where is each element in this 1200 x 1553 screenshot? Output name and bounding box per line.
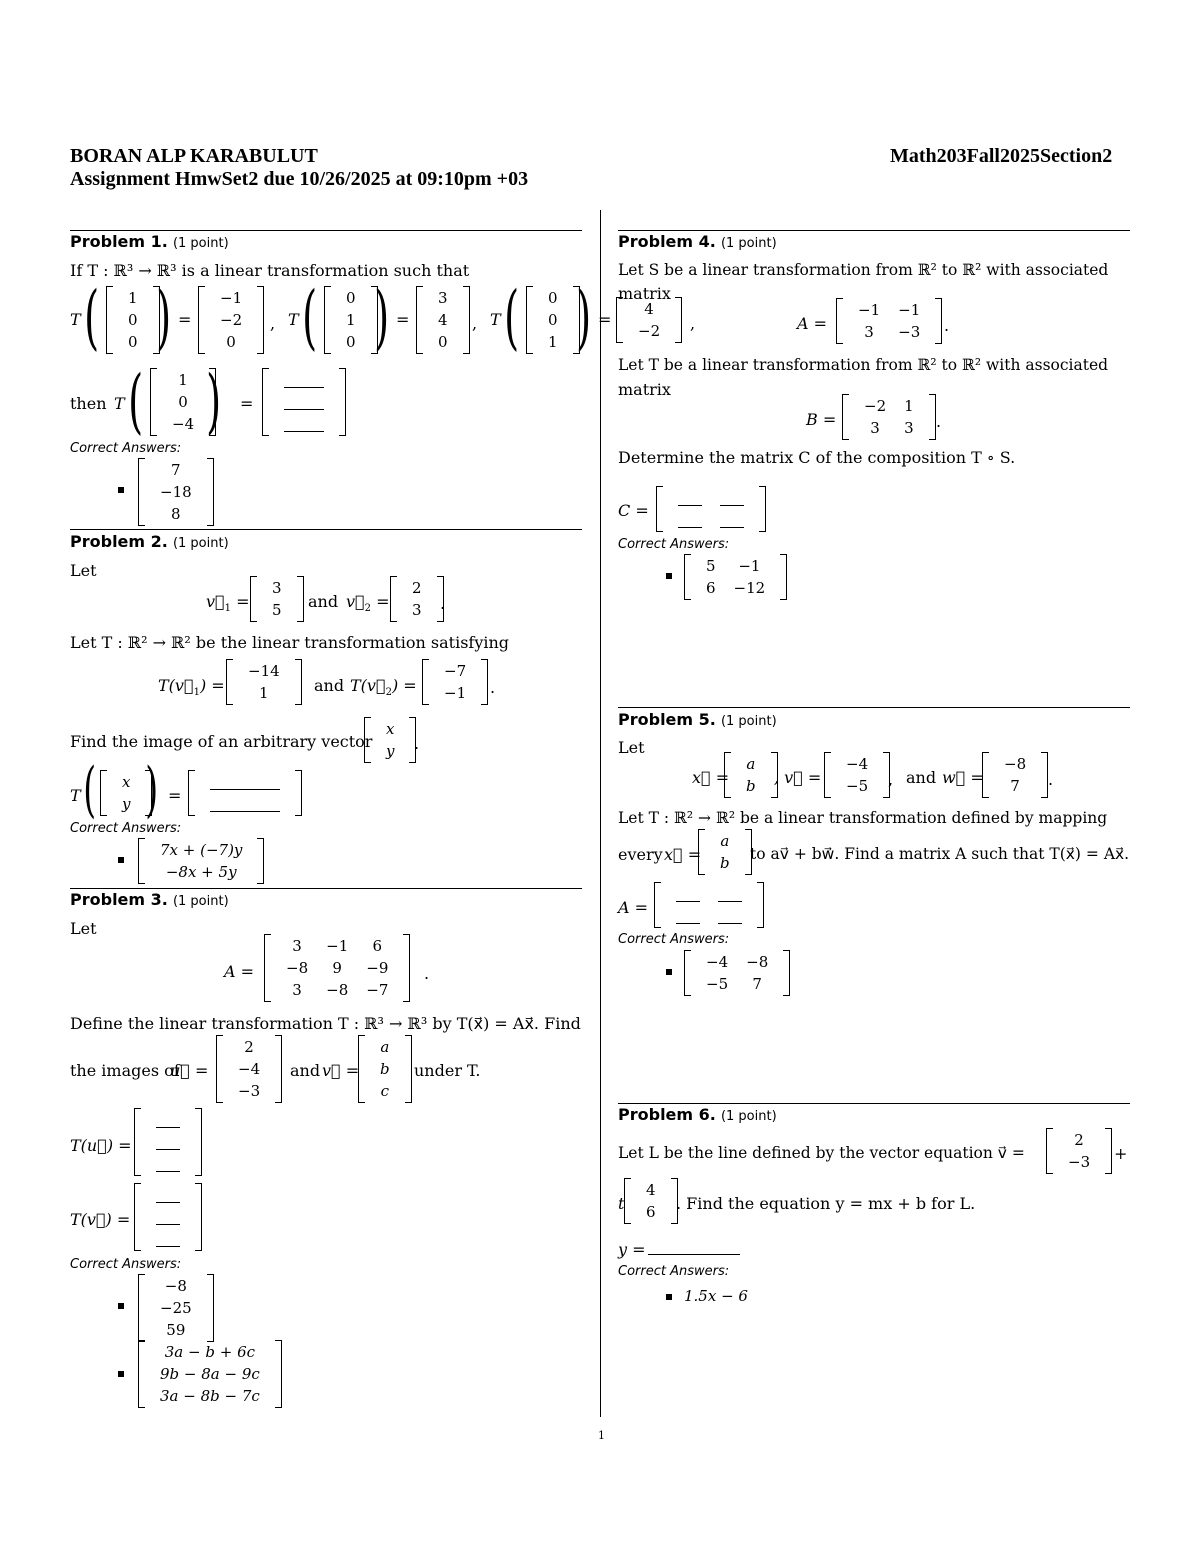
let-label: Let — [70, 919, 97, 938]
paren-left: ( — [302, 276, 318, 358]
problem-5-heading: Problem 5. (1 point) — [618, 710, 777, 729]
bullet — [118, 857, 124, 863]
correct-answers-label: Correct Answers: — [70, 821, 182, 836]
vector-v1: 3 5 — [250, 576, 304, 622]
problem-2-heading: Problem 2. (1 point) — [70, 532, 229, 551]
vector-tv1: −14 1 — [226, 659, 302, 705]
problem-3-statement: Define the linear transformation T : ℝ³ → ℝ³ by T(x⃗) = Ax⃗. Find — [70, 1014, 581, 1033]
problem-6-heading: Problem 6. (1 point) — [618, 1105, 777, 1124]
matrix-a: 3 −1 6 −8 9 −9 3 −8 −7 — [264, 934, 410, 1002]
correct-answers-label: Correct Answers: — [618, 932, 730, 947]
vector-u: 2 −4 −3 — [216, 1035, 282, 1103]
problem-4-line2: Let T be a linear transformation from ℝ² to ℝ² with associated — [618, 356, 1109, 374]
vector-direction: 4 6 — [624, 1178, 678, 1224]
input-vector-1: 1 0 0 — [106, 286, 160, 354]
answer-blank-vector — [262, 368, 346, 436]
paren-left: ( — [83, 755, 97, 825]
answer-input[interactable] — [718, 889, 742, 902]
bullet — [666, 969, 672, 975]
t-symbol: T — [70, 786, 81, 805]
t-symbol: T — [490, 310, 501, 329]
answer-input[interactable] — [156, 1137, 180, 1150]
answer-input[interactable] — [156, 1212, 180, 1225]
answer-input[interactable] — [156, 1159, 180, 1172]
answer-input[interactable] — [156, 1234, 180, 1247]
bullet — [666, 573, 672, 579]
vector-x: a b — [698, 829, 752, 875]
problem-6-line1: Let L be the line defined by the vector equation v⃗ = — [618, 1144, 1025, 1162]
let-label: Let — [70, 561, 97, 580]
output-vector-3: 4 −2 — [616, 297, 682, 343]
bullet — [118, 1303, 124, 1309]
answer-blank-vector — [134, 1108, 202, 1176]
problem-separator — [70, 529, 582, 530]
answer-input[interactable] — [210, 777, 280, 790]
t-symbol: T — [114, 394, 125, 413]
vector-v: a b c — [358, 1035, 412, 1103]
correct-answer-vector: 7 −18 8 — [138, 458, 214, 526]
answer-input[interactable] — [156, 1190, 180, 1203]
answer-input[interactable] — [678, 515, 702, 528]
answer-blank-matrix — [656, 486, 766, 532]
answer-input[interactable] — [648, 1240, 740, 1255]
matrix-b: −2 1 3 3 — [842, 394, 936, 440]
vector-v2: 2 3 — [390, 576, 444, 622]
find-image-text: Find the image of an arbitrary vector — [70, 732, 373, 751]
answer-input[interactable] — [718, 911, 742, 924]
correct-answers-label: Correct Answers: — [618, 1264, 730, 1279]
correct-answers-label: Correct Answers: — [70, 1257, 182, 1272]
problem-separator — [70, 230, 582, 231]
answer-input[interactable] — [678, 493, 702, 506]
problem-2-statement: Let T : ℝ² → ℝ² be the linear transformation satisfying — [70, 633, 510, 652]
vector-v: −4 −5 — [824, 752, 890, 798]
correct-answers-label: Correct Answers: — [70, 441, 182, 456]
answer-input[interactable] — [284, 397, 324, 410]
answer-input[interactable] — [284, 375, 324, 388]
correct-answer-matrix: −4 −8 −5 7 — [684, 950, 790, 996]
then-label: then — [70, 394, 107, 413]
student-name: BORAN ALP KARABULUT — [70, 145, 318, 167]
correct-answers-label: Correct Answers: — [618, 537, 730, 552]
vector-xy: x y — [100, 770, 152, 816]
vector-x: a b — [724, 752, 778, 798]
input-vector-2: 0 1 0 — [324, 286, 378, 354]
problem-5-statement: Let T : ℝ² → ℝ² be a linear transformation defined by mapping — [618, 809, 1108, 827]
output-vector-2: 3 4 0 — [416, 286, 470, 354]
answer-input[interactable] — [676, 889, 700, 902]
problem-4-determine: Determine the matrix C of the composition T ∘ S. — [618, 448, 1016, 467]
answer-input[interactable] — [156, 1115, 180, 1128]
paren-right: ) — [576, 276, 592, 358]
problem-separator — [618, 230, 1130, 231]
assignment-title: Assignment HmwSet2 due 10/26/2025 at 09:10pm +03 — [70, 168, 529, 190]
matrix-a: −1 −1 3 −3 — [836, 298, 942, 344]
bullet — [118, 1371, 124, 1377]
input-vector-3: 0 0 1 — [526, 286, 580, 354]
paren-right: ) — [374, 276, 390, 358]
problem-separator — [618, 1103, 1130, 1104]
bullet — [118, 487, 124, 493]
answer-blank-vector — [188, 770, 302, 816]
correct-answer-vector: 3a − b + 6c 9b − 8a − 9c 3a − 8b − 7c — [138, 1340, 282, 1408]
course-name: Math203Fall2025Section2 — [890, 145, 1113, 167]
paren-left: ( — [504, 276, 520, 358]
paren-left: ( — [84, 276, 100, 358]
answer-input[interactable] — [720, 493, 744, 506]
paren-right: ) — [145, 755, 159, 825]
problem-4-heading: Problem 4. (1 point) — [618, 232, 777, 251]
t-symbol: T — [288, 310, 299, 329]
vector-point: 2 −3 — [1046, 1128, 1112, 1174]
let-label: Let — [618, 738, 645, 757]
answer-input[interactable] — [720, 515, 744, 528]
problem-1-heading: Problem 1. (1 point) — [70, 232, 229, 251]
problem-4-line1: Let S be a linear transformation from ℝ² to ℝ² with associated — [618, 261, 1109, 279]
correct-answer-vector: −8 −25 59 — [138, 1274, 214, 1342]
correct-answer-vector: 7x + (−7)y −8x + 5y — [138, 838, 264, 884]
t-symbol: T — [70, 310, 81, 329]
paren-right: ) — [206, 360, 222, 442]
output-vector-1: −1 −2 0 — [198, 286, 264, 354]
answer-input[interactable] — [676, 911, 700, 924]
answer-blank-vector — [134, 1183, 202, 1251]
query-vector: 1 0 −4 — [150, 368, 216, 436]
vector-xy: x y — [364, 717, 416, 763]
answer-input[interactable] — [284, 419, 324, 432]
vector-tv2: −7 −1 — [422, 659, 488, 705]
problem-separator — [618, 707, 1130, 708]
problem-3-heading: Problem 3. (1 point) — [70, 890, 229, 909]
vector-w: −8 7 — [982, 752, 1048, 798]
problem-1-intro: If T : ℝ³ → ℝ³ is a linear transformation such that — [70, 261, 470, 280]
bullet — [666, 1294, 672, 1300]
correct-answer-matrix: 5 −1 6 −12 — [684, 554, 787, 600]
column-divider — [600, 210, 601, 1417]
problem-separator — [70, 888, 582, 889]
correct-answer-text: 1.5x − 6 — [684, 1287, 748, 1305]
paren-left: ( — [128, 360, 144, 442]
paren-right: ) — [156, 276, 172, 358]
page-number: 1 — [598, 1429, 605, 1442]
answer-input[interactable] — [210, 799, 280, 812]
problem-6-line2: . Find the equation y = mx + b for L. — [676, 1194, 976, 1213]
answer-blank-matrix — [654, 882, 764, 928]
